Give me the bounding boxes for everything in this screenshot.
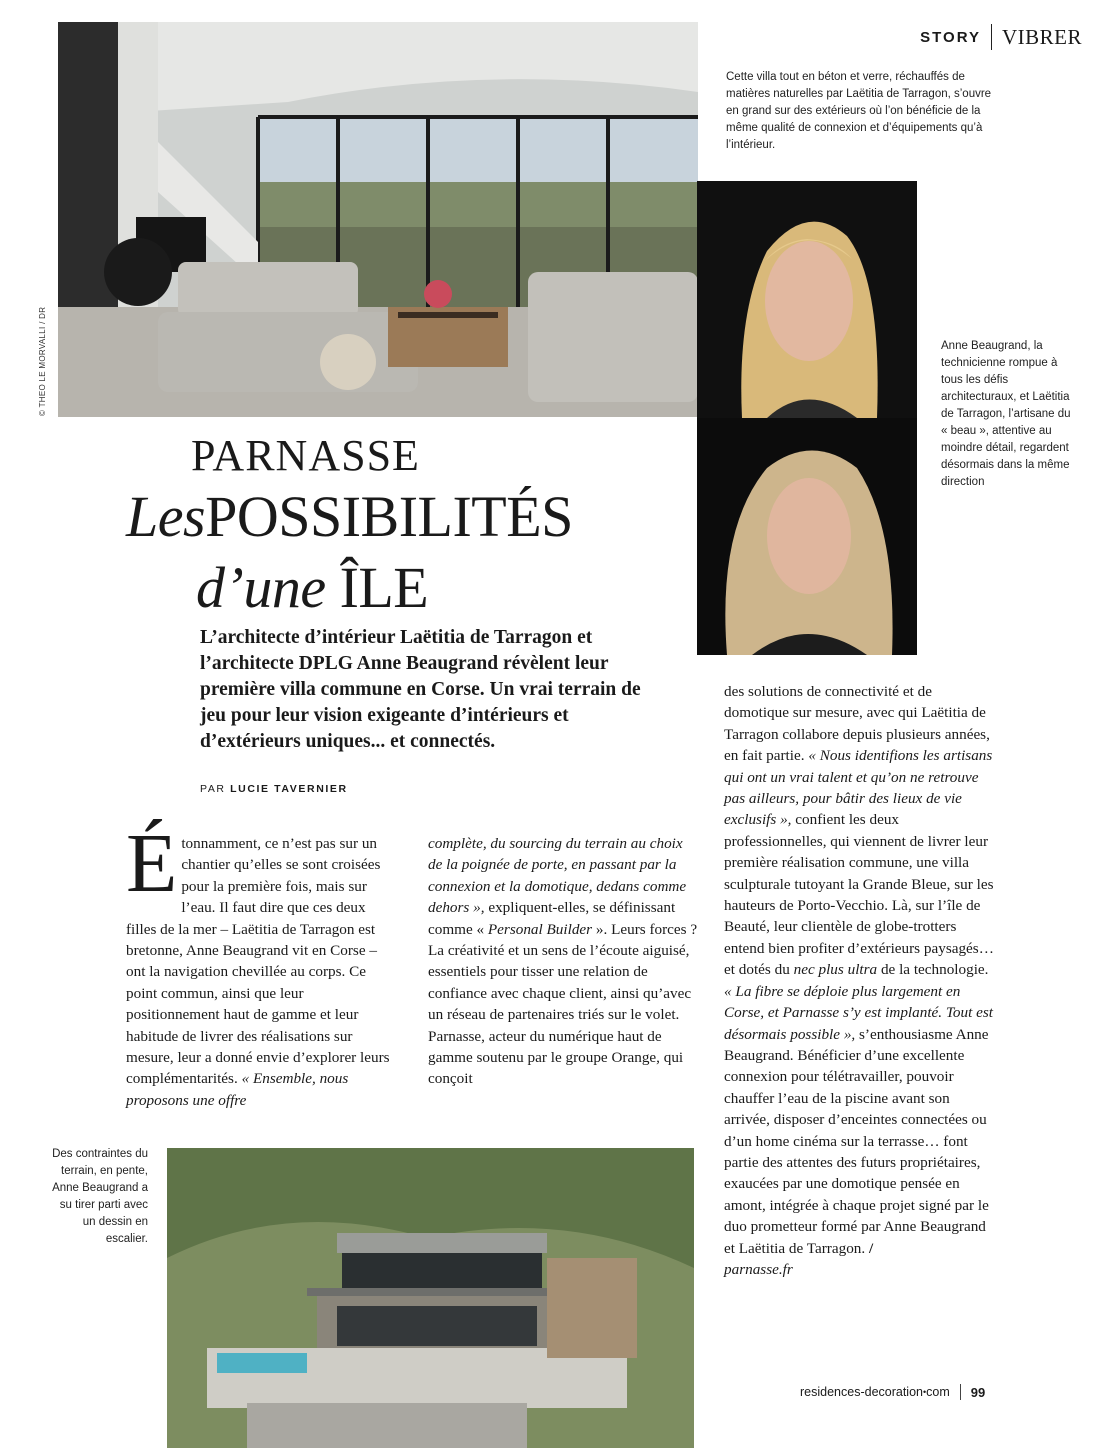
body-col2-quote: complète, du sourcing du terrain au choix de la poignée de porte, en passant par la connexion et la domotique, dedans comme dehors », — [428, 835, 687, 917]
portrait-illustration-2 — [697, 418, 917, 655]
portrait-laetitia-de-tarragon — [697, 418, 917, 655]
headline-italic-2: d’une — [196, 555, 326, 620]
headline-italic-1: Les — [126, 484, 206, 549]
headline-caps-1: POSSIBILITÉS — [205, 484, 573, 549]
portrait-illustration-1 — [697, 181, 917, 418]
drop-cap: É — [126, 817, 178, 910]
page-footer — [800, 1384, 985, 1400]
photo-credit: © THEO LE MORVALLI / DR — [38, 306, 47, 416]
section-header — [920, 24, 1082, 50]
body-col3-text-d: s’enthousiasme Anne Beaugrand. Bénéficier d’une excellente connexion pour télétravailler, pouvoir chauffer l’eau de la piscine avant son arrivée, disposer d’enceintes connectées ou d’un home cinéma sur la terrasse… font partie des attentes des futurs propriétaires, exaucées par une domotique pensée en amont, intégrée à chaque projet signé par le duo prometteur formé par Anne Beaugrand et Laëtitia de Tarragon. — [724, 1025, 989, 1257]
section-name: VIBRER — [1001, 24, 1082, 49]
headline-line-2 — [196, 555, 428, 621]
villa-exterior-illustration — [167, 1148, 694, 1448]
body-col1-quote: « Ensemble, nous proposons une offre — [126, 1070, 349, 1109]
body-col3-quote-1: « Nous identifions les artisans qui ont un vrai talent et qu’on ne retrouve pas ailleurs, pour bâtir des lieux de vie exclusifs », — [724, 747, 993, 829]
body-col3-text-c: de la technologie. — [877, 961, 989, 979]
brand-kicker: PARNASSE — [191, 431, 420, 480]
body-column-1 — [126, 817, 398, 1111]
byline-prefix: PAR — [200, 783, 226, 795]
standfirst: L’architecte d’intérieur Laëtitia de Tarragon et l’architecte DPLG Anne Beaugrand révèlent leur première villa commune en Corse. Un vrai terrain de jeu pour leur vision exigeante d’intérieurs et d’extérieurs uniques... et connectés. — [200, 627, 641, 752]
portraits-caption: Anne Beaugrand, la technicienne rompue à tous les défis architecturaux, et Laëtitia de Tarragon, l’artisane du « beau », attentive au moindre détail, regardent désormais dans la même direction — [941, 340, 1071, 488]
header-divider — [991, 24, 992, 50]
website-link[interactable]: parnasse.fr — [724, 1260, 793, 1278]
footer-divider — [960, 1384, 961, 1400]
villa-interior-photo — [58, 22, 698, 417]
footer-dot: • — [923, 1387, 927, 1397]
footer-site: residences-decoration — [800, 1385, 923, 1399]
body-col2-italic: Personal Builder — [484, 920, 593, 938]
portrait-anne-beaugrand — [697, 181, 917, 418]
headline-line-1 — [126, 484, 573, 550]
body-col1-text: tonnamment, ce n’est pas sur un chantier qu’elles se sont croisées pour la première fois, mais sur l’eau. Il faut dire que ces deux filles de la mer – Laëtitia de Tarragon est bretonne, Anne Beaugrand vit en Corse – ont la navigation chevillée au corps. Ce point commun, ainsi que leur positionnement haut de gamme et leur habitude de livrer des réalisations sur mesure, leur a donné envie d’explorer leurs complémentarités. — [126, 835, 390, 1088]
body-column-3 — [724, 681, 996, 1280]
story-label: STORY — [920, 28, 981, 46]
end-mark: / — [868, 1239, 874, 1257]
body-column-2 — [428, 833, 700, 1090]
body-col2-text-a: expliquent-elles, se définissant comme « — [428, 899, 676, 938]
body-col3-italic: nec plus ultra — [793, 961, 878, 979]
terrain-caption: Des contraintes du terrain, en pente, Anne Beaugrand a su tirer parti avec un dessin en escalier. — [52, 1148, 148, 1245]
byline-author: LUCIE TAVERNIER — [230, 783, 348, 795]
villa-exterior-photo — [167, 1148, 694, 1448]
body-col3-quote-2: « La fibre se déploie plus largement en Corse, et Parnasse s’y est implanté. Tout est désormais possible », — [724, 982, 994, 1043]
body-col3-text-a: des solutions de connectivité et de domotique sur mesure, avec qui Laëtitia de Tarragon collabore depuis plusieurs années, en fait partie. — [724, 683, 990, 765]
body-col2-text-b: ». Leurs forces ? La créativité et un sens de l’écoute aiguisé, essentiels pour tisser une relation de confiance avec chaque client, ainsi qu’avec un réseau de partenaires triés sur le volet. Parnasse, acteur du numérique haut de gamme soutenu par le groupe Orange, qui conçoit — [428, 920, 698, 1088]
villa-caption: Cette villa tout en béton et verre, réchauffés de matières naturelles par Laëtitia de Tarragon, s’ouvre en grand sur des extérieurs où l’on bénéficie de la même qualité de connexion et d’équipements qu’à l’intérieur. — [726, 71, 992, 151]
byline — [200, 783, 348, 795]
headline-caps-2: ÎLE — [339, 555, 429, 620]
body-col3-text-b: confient les deux professionnelles, qui viennent de livrer leur première réalisation commune, une villa sculpturale tutoyant la Grande Bleue, sur les hauteurs de Porto-Vecchio. Là, sur l’île de Beauté, leur clientèle de globe-trotters entend bien profiter d’extérieurs paysagés… et dotés du — [724, 811, 994, 979]
footer-tld: com — [926, 1385, 950, 1399]
page-number: 99 — [970, 1384, 986, 1400]
villa-interior-illustration — [58, 22, 698, 417]
